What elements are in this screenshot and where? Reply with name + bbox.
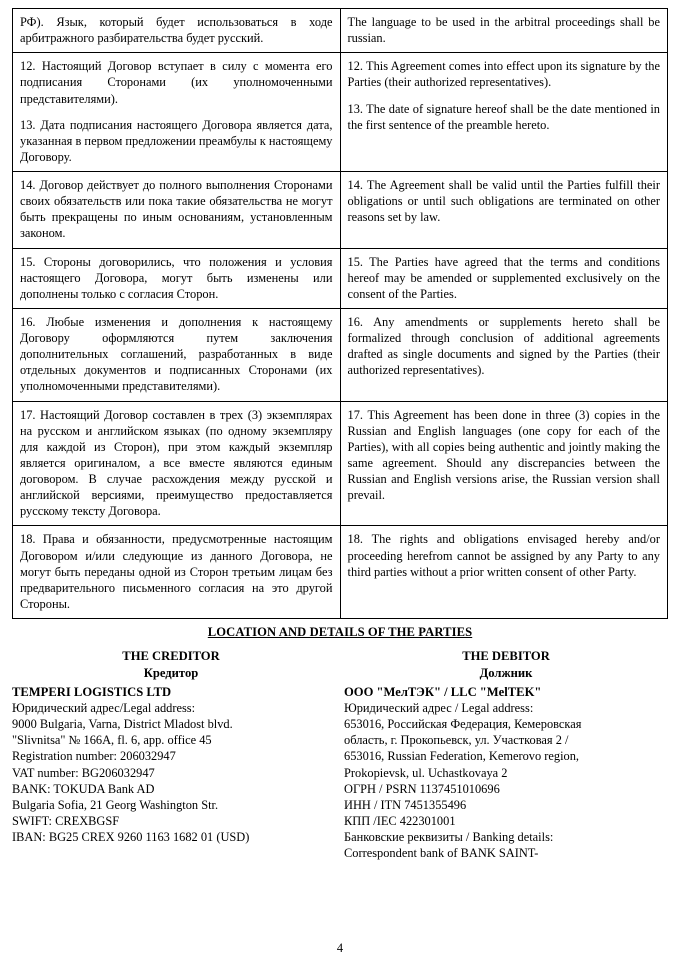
party-creditor: [12, 648, 340, 861]
debitor-detail-line: ИНН / ITN 7451355496: [344, 797, 467, 812]
debitor-detail-line: Correspondent bank of BANK SAINT-: [344, 846, 539, 861]
clause-cell-ru: [13, 308, 341, 401]
clause-cell-en: [340, 53, 668, 172]
clause-cell-en: [340, 248, 668, 308]
creditor-name: TEMPERI LOGISTICS LTD: [12, 684, 172, 699]
creditor-heading: THE CREDITOR: [122, 649, 220, 663]
creditor-detail-line: "Slivnitsa" № 166A, fl. 6, app. office 45: [12, 733, 212, 748]
debitor-detail-line: ОГРН / PSRN 1137451010696: [344, 781, 500, 796]
clause-text-en: 12. This Agreement comes into effect upon its signature by the Parties (their authorized representatives).: [347, 59, 660, 90]
clause-cell-ru: [13, 172, 341, 249]
clause-cell-ru: [13, 53, 341, 172]
debitor-detail-line: Банковские реквизиты / Banking details:: [344, 830, 554, 845]
clause-text-en: 18. The rights and obligations envisaged hereby and/or proceeding herefrom cannot be assigned by any Party to any third parties without a prior written consent of other Party.: [347, 532, 660, 579]
table-row: [13, 9, 668, 53]
clause-text-ru: 12. Настоящий Договор вступает в силу с момента его подписания Сторонами (их уполномоченными представителями).: [20, 59, 333, 106]
debitor-subheading: Должник: [479, 666, 533, 681]
creditor-detail-line: IBAN: BG25 CREX 9260 1163 1682 01 (USD): [12, 830, 250, 845]
debitor-name: ООО "МелТЭК" / LLC "MelTEK": [344, 684, 542, 699]
debitor-detail-line: Prokopievsk, ul. Uchastkovaya 2: [344, 765, 508, 780]
clause-text-en: 16. Any amendments or supplements hereto shall be formalized through conclusion of additional agreements drafted as single documents and signed by the Parties (their authorized representatives).: [347, 314, 660, 378]
clause-cell-ru: [13, 9, 341, 53]
parties-details: [12, 648, 668, 861]
creditor-detail-line: BANK: TOKUDA Bank AD: [12, 781, 155, 796]
table-row: [13, 308, 668, 401]
debitor-detail-line: 653016, Российская Федерация, Кемеровская: [344, 717, 582, 732]
creditor-detail-line: Юридический адрес/Legal address:: [12, 701, 196, 716]
clause-text-ru: 18. Права и обязанности, предусмотренные настоящим Договором и/или следующие из данного Договора, не могут быть переданы одной из Сторон третьим лицам без предварительного письменного согласия на это другой Стороны.: [20, 532, 333, 611]
debitor-detail-line: КПП /IEC 422301001: [344, 813, 456, 828]
clause-cell-ru: [13, 248, 341, 308]
table-row: [13, 401, 668, 526]
creditor-subheading: Кредитор: [143, 666, 199, 681]
clause-text-ru: 17. Настоящий Договор составлен в трех (3) экземплярах на русском и английском языках (по одному экземпляру для каждой из Сторон), при этом каждый экземпляр является оригиналом, а все вместе являются единым договором. В случае расхождения между русской и английской версиями, преимущество предоставляется русскому тексту Договора.: [20, 407, 333, 519]
section-title: LOCATION AND DETAILS OF THE PARTIES: [207, 625, 473, 639]
clause-text-ru: 13. Дата подписания настоящего Договора является дата, указанная в первом предложении преамбулы к настоящему Договору.: [20, 117, 333, 164]
debitor-heading: THE DEBITOR: [462, 649, 550, 663]
creditor-detail-line: Bulgaria Sofia, 21 Georg Washington Str.: [12, 797, 219, 812]
table-row: [13, 53, 668, 172]
clause-text-en: 15. The Parties have agreed that the terms and conditions hereof may be amended or supplemented exclusively on the consent of the Parties.: [347, 254, 660, 301]
clause-text-en: 14. The Agreement shall be valid until the Parties fulfill their obligations or until such obligations are terminated on other reasons set by law.: [347, 178, 660, 225]
creditor-detail-line: VAT number: BG206032947: [12, 765, 155, 780]
clause-text-en: 17. This Agreement has been done in three (3) copies in the Russian and English languages (one copy for each of the Parties), with all copies being authentic and jointly making the same agreement. Should any discrepancies between the Russian and English versions arise, the Russian version shall prevail.: [347, 407, 660, 503]
creditor-detail-line: 9000 Bulgaria, Varna, District Mladost blvd.: [12, 717, 233, 732]
clause-cell-ru: [13, 526, 341, 619]
table-row: [13, 248, 668, 308]
clause-text-ru: 15. Стороны договорились, что положения и условия настоящего Договора, могут быть изменены или дополнены только с согласия Сторон.: [20, 254, 333, 301]
clause-text-ru: 14. Договор действует до полного выполнения Сторонами своих обязательств или пока такие обязательства не могут быть прекращены по иным основаниям, установленным законом.: [20, 178, 333, 241]
clause-cell-en: [340, 172, 668, 249]
clause-cell-en: [340, 9, 668, 53]
debitor-detail-line: 653016, Russian Federation, Kemerovo region,: [344, 749, 580, 764]
clause-cell-ru: [13, 401, 341, 526]
creditor-detail-line: Registration number: 206032947: [12, 749, 176, 764]
party-debitor: [340, 648, 668, 861]
bilingual-clause-table: [12, 8, 668, 619]
debitor-detail-line: область, г. Прокопьевск, ул. Участковая 2 /: [344, 733, 569, 748]
clause-cell-en: [340, 308, 668, 401]
page-number: 4: [336, 941, 344, 955]
table-row: [13, 526, 668, 619]
clause-text-en: 13. The date of signature hereof shall be the date mentioned in the first sentence of the preamble hereto.: [347, 101, 660, 132]
debitor-detail-line: Юридический адрес / Legal address:: [344, 701, 534, 716]
clause-cell-en: [340, 401, 668, 526]
creditor-detail-line: SWIFT: CREXBGSF: [12, 813, 120, 828]
clause-text-ru: 16. Любые изменения и дополнения к настоящему Договору оформляются путем заключения дополнительных соглашений, разработанных в виде отдельных документов и подписанных Сторонами (их уполномоченными представителями).: [20, 314, 333, 394]
clause-text-ru: РФ). Язык, который будет использоваться в ходе арбитражного разбирательства будет русский.: [20, 15, 333, 46]
table-row: [13, 172, 668, 249]
clause-cell-en: [340, 526, 668, 619]
clause-text-en: The language to be used in the arbitral proceedings shall be russian.: [347, 15, 660, 46]
